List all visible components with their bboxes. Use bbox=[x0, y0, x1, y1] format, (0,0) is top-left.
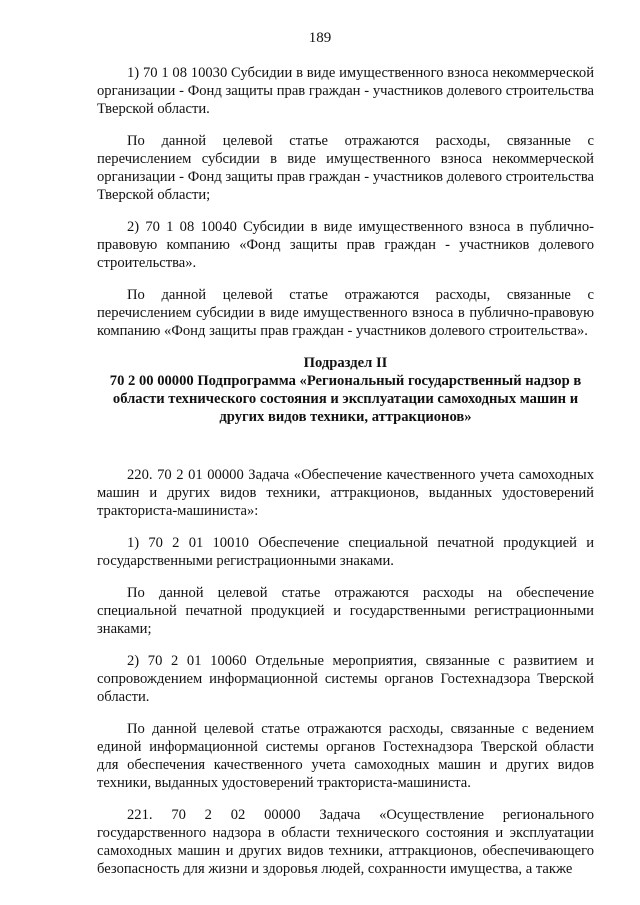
paragraph-expenses-10010: По данной целевой статье отражаются расходы на обеспечение специальной печатной продукцией и государственными регистрационными знаками; bbox=[97, 585, 594, 637]
subsection-heading bbox=[97, 354, 594, 426]
paragraph-subsidy-10030: 1) 70 1 08 10030 Субсидии в виде имущественного взноса некоммерческой организации - Фонд защиты прав граждан - участников долевого строительства Тверской области. bbox=[97, 65, 594, 117]
paragraph-subsidy-10040: 2) 70 1 08 10040 Субсидии в виде имущественного взноса в публично-правовую компанию «Фонд защиты прав граждан - участников долевого строительства». bbox=[97, 219, 594, 271]
paragraph-expenses-10060: По данной целевой статье отражаются расходы, связанные с ведением единой информационной системы органов Гостехнадзора Тверской области для обеспечения качественного учета самоходных машин и других видов техники, выданных удостоверений тракториста-машиниста. bbox=[97, 721, 594, 791]
paragraph-item-10060: 2) 70 2 01 10060 Отдельные мероприятия, связанные с развитием и сопровождением информационной системы органов Гостехнадзора Тверской области. bbox=[97, 653, 594, 705]
page-content bbox=[97, 64, 594, 892]
paragraph-task-220: 220. 70 2 01 00000 Задача «Обеспечение качественного учета самоходных машин и других видов техники, аттракционов, выданных удостоверений тракториста-машиниста»: bbox=[97, 467, 594, 519]
subsection-title: Подраздел II bbox=[303, 355, 388, 371]
subsection-program-title: 70 2 00 00000 Подпрограмма «Региональный государственный надзор в области технического состояния и эксплуатации самоходных машин и других видов техники, аттракционов» bbox=[109, 373, 582, 425]
page-number: 189 bbox=[308, 30, 332, 46]
paragraph-expenses-10040: По данной целевой статье отражаются расходы, связанные с перечислением субсидии в виде имущественного взноса в публично-правовую компанию «Фонд защиты прав граждан - участников долевого строительства». bbox=[97, 287, 594, 339]
paragraph-expenses-10030: По данной целевой статье отражаются расходы, связанные с перечислением субсидии в виде имущественного взноса некоммерческой организации - Фонд защиты прав граждан - участников долевого строительства Тверской области; bbox=[97, 133, 594, 203]
paragraph-task-221: 221. 70 2 02 00000 Задача «Осуществление регионального государственного надзора в области технического состояния и эксплуатации самоходных машин и других видов техники, аттракционов, обеспечивающего безопасность для жизни и здоровья людей, сохранности имущества, а также bbox=[97, 807, 594, 877]
paragraph-item-10010: 1) 70 2 01 10010 Обеспечение специальной печатной продукцией и государственными регистрационными знаками. bbox=[97, 535, 594, 569]
